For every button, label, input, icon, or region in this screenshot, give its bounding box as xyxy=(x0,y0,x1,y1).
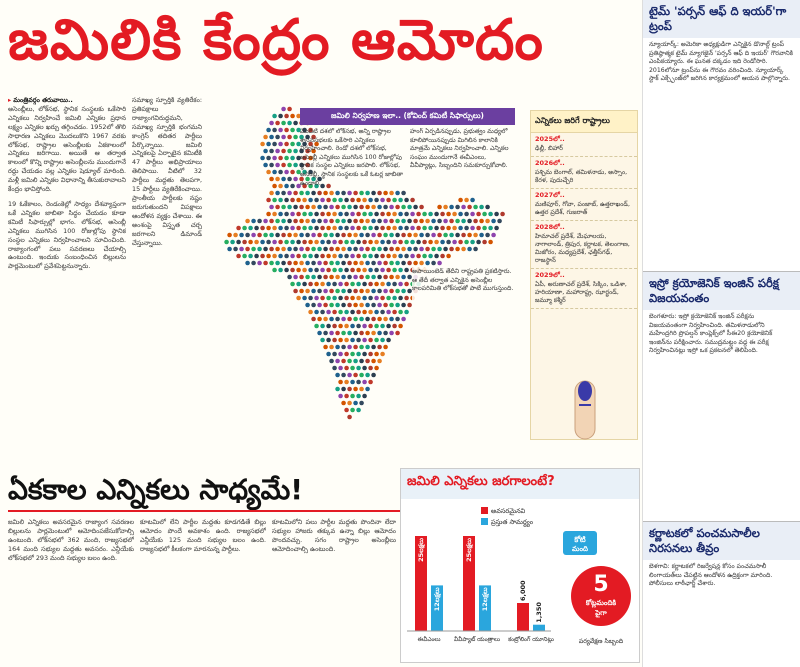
crowd-person-dot xyxy=(293,219,298,224)
crowd-person-dot xyxy=(272,226,277,231)
crowd-person-dot xyxy=(290,240,295,245)
crowd-person-dot xyxy=(281,177,286,182)
crowd-person-dot xyxy=(266,170,271,175)
crowd-person-dot xyxy=(290,198,295,203)
crowd-person-dot xyxy=(284,142,289,147)
state-list: ఏపీ, అరుణాచల్ ప్రదేశ్, సిక్కిం, ఒడిశా, హరియాణా, మహారాష్ట్ర, ఝార్ఖండ్, జమ్మూ కశ్మీర్ xyxy=(535,281,627,304)
crowd-person-dot xyxy=(284,240,289,245)
crowd-person-dot xyxy=(266,142,271,147)
staff-text-line2: పైగా xyxy=(595,609,607,617)
crowd-person-dot xyxy=(272,142,277,147)
crowd-person-dot xyxy=(278,184,283,189)
state-year-row xyxy=(531,157,637,189)
crowd-person-dot xyxy=(293,135,298,140)
crowd-person-dot xyxy=(272,156,277,161)
crowd-person-dot xyxy=(260,226,265,231)
crowd-person-dot xyxy=(278,240,283,245)
crowd-person-dot xyxy=(293,177,298,182)
state-year-row xyxy=(531,221,637,269)
bottom-column-3: కూటమిలోని పలు పార్టీల మద్దతు పొందినా లేదా సభ్యుల హాజరు తక్కువ ఉన్నా బిల్లు ఆమోదం పొందవచ్చు. సగం రాష్ట్రాల అసెంబ్లీలు ఆమోదించాల్సి ఉంటుంది. xyxy=(272,518,396,553)
crowd-person-dot xyxy=(260,240,265,245)
crowd-person-dot xyxy=(248,254,253,259)
crowd-person-dot xyxy=(260,142,265,147)
secondary-headline: ఏకకాల ఎన్నికలు సాధ్యమే! xyxy=(8,468,400,512)
right-sidebar xyxy=(642,0,800,667)
sidebar-text-3: బెళగావి: కర్ణాటకలో రిజర్వేషన్ల కోసం పంచమసాలీ లింగాయత్‌లు చేపట్టిన ఆందోళన ఉద్రిక్తంగా మారింది. పోలీసులు లాఠీఛార్జ్ చేశారు. xyxy=(649,563,773,588)
crowd-person-dot xyxy=(245,247,250,252)
crowd-person-dot xyxy=(269,261,274,266)
sidebar-story-3 xyxy=(643,522,800,667)
crowd-person-dot xyxy=(266,254,271,259)
crowd-person-dot xyxy=(284,156,289,161)
evm-chart-box xyxy=(400,468,640,663)
state-list: ఢిల్లీ, బిహార్ xyxy=(535,145,563,152)
crowd-person-dot xyxy=(239,247,244,252)
crowd-person-dot xyxy=(275,261,280,266)
crowd-person-dot xyxy=(293,121,298,126)
crowd-person-dot xyxy=(269,191,274,196)
crowd-person-dot xyxy=(239,233,244,238)
crowd-person-dot xyxy=(293,233,298,238)
bar-label-current: 12లక్షలు xyxy=(433,587,441,612)
crowd-person-dot xyxy=(284,114,289,119)
crowd-person-dot xyxy=(287,205,292,210)
crowd-person-dot xyxy=(272,254,277,259)
state-year-row xyxy=(531,269,637,309)
bar-label-required: 25లక్షలు xyxy=(465,538,473,562)
crowd-person-dot xyxy=(254,240,259,245)
crowd-person-dot xyxy=(266,128,271,133)
crowd-person-dot xyxy=(242,240,247,245)
crowd-person-dot xyxy=(257,219,262,224)
crowd-person-dot xyxy=(269,177,274,182)
crowd-person-dot xyxy=(284,226,289,231)
category-label: కంట్రోలింగ్ యూనిట్లు xyxy=(508,637,554,643)
crowd-person-dot xyxy=(290,226,295,231)
crowd-person-dot xyxy=(269,233,274,238)
crowd-person-dot xyxy=(272,198,277,203)
state-year-label: 2026లో.. xyxy=(535,159,565,167)
crowd-person-dot xyxy=(284,184,289,189)
crowd-person-dot xyxy=(251,233,256,238)
crowd-person-dot xyxy=(272,114,277,119)
sidebar-story-2 xyxy=(643,272,800,522)
proposals-bottom-text: అపాయింటెడ్ తేదీని రాష్ట్రపతి ప్రకటిస్తారు. ఆ తేదీ తర్వాత ఎన్నికైన అసెంబ్లీల కాలపరిమితి లోక్‌సభతో పాటే ముగుస్తుంది. xyxy=(412,268,514,433)
sidebar-story-1 xyxy=(643,0,800,272)
column2-paragraph: సమాఖ్య స్ఫూర్తికి వ్యతిరేకం: ప్రతిపక్షాలు రాజ్యాంగవిరుద్ధమని, సమాఖ్య స్ఫూర్తికి భంగమని కాంగ్రెస్ తదితర పార్టీలు పేర్కొన్నాయి. జమిలి ఎన్నికలపై ఏర్పాటైన కమిటీకి 47 పార్టీలు అభిప్రాయాలు తెలిపాయి. వీటిలో 32 పార్టీలు మద్దతు తెలపగా, 15 పార్టీలు వ్యతిరేకించాయి. ప్రాంతీయ పార్టీలకు నష్టం జరుగుతుందని విపక్షాలు ఆందోళన వ్యక్తం చేశాయి. ఈ అంశంపై విస్తృత చర్చ జరగాలని డిమాండ్ చేస్తున్నాయి. xyxy=(132,96,202,247)
crowd-person-dot xyxy=(266,198,271,203)
state-year-row xyxy=(531,133,637,157)
crowd-person-dot xyxy=(287,247,292,252)
crowd-person-dot xyxy=(275,247,280,252)
sidebar-text-2: బెంగళూరు: ఇస్రో క్రయోజెనిక్ ఇంజిన్ పరీక్షను విజయవంతంగా నిర్వహించింది. తమిళనాడులోని మహేంద్రగిరి ప్రొపల్షన్ కాంప్లెక్స్‌లో సీఈ20 క్రయోజెనిక్ ఇంజిన్‌ను పరీక్షించారు. సముద్రమట్టం వద్ద ఈ పరీక్ష నిర్వహించినట్లు ఇస్రో ఒక ప్రకటనలో తెలిపింది. xyxy=(649,313,773,355)
state-list: మణిపూర్, గోవా, పంజాబ్, ఉత్తరాఖండ్, ఉత్తర ప్రదేశ్, గుజరాత్ xyxy=(535,201,630,216)
crowd-person-dot xyxy=(290,212,295,217)
crowd-person-dot xyxy=(269,149,274,154)
bottom-column-2: కూటమిలో లేని పార్టీల మద్దతు కూడగడితే బిల్లు ఆమోదం పొందే అవకాశం ఉంది. రాజ్యసభలో ఎన్డీయేకు 125 మంది సభ్యుల బలం ఉంది. రాజ్యసభలో కీలకంగా మారనున్న పార్టీలు. xyxy=(140,518,266,553)
crowd-person-dot xyxy=(257,261,262,266)
crowd-person-dot xyxy=(260,156,265,161)
crowd-person-dot xyxy=(293,261,298,266)
crowd-person-dot xyxy=(281,121,286,126)
crowd-person-dot xyxy=(290,142,295,147)
crowd-person-dot xyxy=(287,177,292,182)
state-list: హిమాచల్ ప్రదేశ్, మేఘాలయ, నాగాలాండ్, త్రిపుర, కర్ణాటక, తెలంగాణ, మిజోరం, మధ్యప్రదేశ్, ఛత్తీస్‌గఢ్, రాజస్థాన్ xyxy=(535,233,630,264)
crowd-person-dot xyxy=(233,247,238,252)
crowd-person-dot xyxy=(290,184,295,189)
legend-label-current: ప్రస్తుత సామర్థ్యం xyxy=(491,518,534,526)
state-list: పశ్చిమ బెంగాల్, తమిళనాడు, అస్సాం, కేరళ, పుదుచ్చేరి xyxy=(535,169,628,184)
crowd-person-dot xyxy=(263,135,268,140)
crowd-person-dot xyxy=(293,163,298,168)
crowd-person-dot xyxy=(281,261,286,266)
crowd-person-dot xyxy=(284,128,289,133)
crowd-person-dot xyxy=(236,254,241,259)
crowd-person-dot xyxy=(254,226,259,231)
crore-callout-bottom: మంది xyxy=(572,545,588,553)
crowd-person-dot xyxy=(278,254,283,259)
crowd-person-dot xyxy=(248,226,253,231)
crowd-person-dot xyxy=(293,191,298,196)
crowd-person-dot xyxy=(263,247,268,252)
bar-current xyxy=(533,625,545,631)
proposals-right-text: హంగ్ ఏర్పడినప్పుడు, ప్రభుత్వం మధ్యలో కూలిపోయినప్పుడు మిగిలిన కాలానికి మాత్రమే ఎన్నికలు నిర్వహించాలి. ఎన్నికల సంఘం ముందుగానే ఈవీఎంలు, వీవీప్యాట్లు, సిబ్బందిని సమకూర్చుకోవాలి. xyxy=(410,128,509,170)
crowd-person-dot xyxy=(278,226,283,231)
sidebar-title-3: కర్ణాటకలో పంచమసాలీల నిరసనలు తీవ్రం xyxy=(643,522,800,560)
crowd-person-dot xyxy=(278,268,283,273)
proposals-box xyxy=(300,108,515,438)
crowd-person-dot xyxy=(293,275,298,280)
crowd-person-dot xyxy=(281,149,286,154)
crowd-person-dot xyxy=(287,107,292,112)
crowd-person-dot xyxy=(251,219,256,224)
proposals-header: జమిలి నిర్వహణ ఇలా.. (కోవింద్ కమిటీ సిఫార్సులు) xyxy=(300,108,515,125)
crore-callout-top: కోటి xyxy=(574,535,586,544)
column1-paragraph2: 19 ఓకేకాలం, రెండంకెల్లో సాధ్యం దేశవ్యాప్తంగా ఒకే ఎన్నికల జాబితా సిద్ధం చేయడం కూడా కమిటీ సిఫార్సుల్లో భాగం. లోక్‌సభ, అసెంబ్లీ ఎన్నికలు ముగిసిన 100 రోజుల్లోపు స్థానిక సంస్థల ఎన్నికలు నిర్వహించాలని సూచించింది. రాజ్యాంగంలో పలు సవరణలు చేయాల్సి ఉంటుంది. ఇందుకు సంబంధించిన బిల్లులను పార్లమెంటులో ప్రవేశపెట్టనున్నారు. xyxy=(8,199,126,271)
crowd-person-dot xyxy=(293,289,298,294)
crowd-person-dot xyxy=(284,198,289,203)
crowd-person-dot xyxy=(290,282,295,287)
legend-swatch-current xyxy=(481,518,488,525)
crowd-person-dot xyxy=(293,247,298,252)
crowd-person-dot xyxy=(272,240,277,245)
crowd-person-dot xyxy=(272,184,277,189)
crowd-person-dot xyxy=(290,268,295,273)
crowd-person-dot xyxy=(281,163,286,168)
crowd-person-dot xyxy=(281,107,286,112)
crowd-person-dot xyxy=(293,149,298,154)
crowd-person-dot xyxy=(224,240,229,245)
crowd-person-dot xyxy=(275,177,280,182)
crowd-person-dot xyxy=(290,128,295,133)
state-year-label: 2028లో.. xyxy=(535,223,565,231)
bar-label-required: 6,000 xyxy=(519,580,527,601)
crowd-person-dot xyxy=(287,135,292,140)
crowd-person-dot xyxy=(287,233,292,238)
bullet-icon: ▸ xyxy=(8,96,12,104)
crowd-person-dot xyxy=(263,233,268,238)
state-year-label: 2029లో.. xyxy=(535,271,565,279)
state-year-label: 2027లో.. xyxy=(535,191,565,199)
sidebar-title-1: టైమ్ 'పర్సన్ ఆఫ్ ది ఇయర్'గా ట్రంప్ xyxy=(643,0,800,38)
crowd-person-dot xyxy=(269,219,274,224)
crowd-person-dot xyxy=(278,198,283,203)
crowd-person-dot xyxy=(278,114,283,119)
crowd-person-dot xyxy=(266,212,271,217)
crowd-person-dot xyxy=(236,240,241,245)
state-year-label: 2025లో.. xyxy=(535,135,565,143)
crowd-person-dot xyxy=(272,268,277,273)
chart-title: జమిలి ఎన్నికలు జరగాలంటే? xyxy=(401,469,639,499)
crowd-person-dot xyxy=(281,191,286,196)
crowd-person-dot xyxy=(278,128,283,133)
crowd-person-dot xyxy=(260,254,265,259)
crowd-person-dot xyxy=(272,212,277,217)
category-label: ఈవీఎంలు xyxy=(417,637,441,643)
crowd-person-dot xyxy=(290,114,295,119)
crowd-person-dot xyxy=(287,149,292,154)
crowd-person-dot xyxy=(227,233,232,238)
crowd-person-dot xyxy=(287,219,292,224)
crowd-person-dot xyxy=(251,261,256,266)
crowd-person-dot xyxy=(272,170,277,175)
crowd-person-dot xyxy=(287,275,292,280)
bar-label-required: 25లక్షలు xyxy=(417,538,425,562)
crowd-person-dot xyxy=(233,233,238,238)
crowd-person-dot xyxy=(236,226,241,231)
crowd-person-dot xyxy=(287,261,292,266)
crowd-person-dot xyxy=(275,135,280,140)
crowd-person-dot xyxy=(284,268,289,273)
crowd-person-dot xyxy=(278,170,283,175)
crowd-person-dot xyxy=(269,163,274,168)
state-year-row xyxy=(531,189,637,221)
crowd-person-dot xyxy=(290,254,295,259)
legend-swatch-required xyxy=(481,507,488,514)
column1-paragraph1: అసెంబ్లీలు, లోక్‌సభ, స్థానిక సంస్థలకు ఒకేసారి ఎన్నికలు నిర్వహించే జమిలి ఎన్నికల ప్రధాన లక్ష్యం ఎన్నికల ఖర్చు తగ్గించడం. 1952లో తొలి సాధారణ ఎన్నికలు మొదలుకొని 1967 వరకు లోక్‌సభ, రాష్ట్రాల అసెంబ్లీలకు ఏకకాలంలో ఎన్నికలు జరిగాయి. అయితే ఆ తర్వాత కాలంలో కొన్ని రాష్ట్రాల అసెంబ్లీలను ముందుగానే రద్దు చేయడం వల్ల ఎన్నికల షెడ్యూల్ మారింది. మళ్లీ జమిలి ఎన్నికల విధానాన్ని తీసుకురావాలని కేంద్రం భావిస్తోంది. xyxy=(8,104,126,194)
intro-lead: మంత్రివర్గం తరువాయి.. xyxy=(13,96,73,104)
bar-required xyxy=(517,603,529,631)
staff-text-line1: కోట్లమందికి xyxy=(585,599,617,607)
crowd-person-dot xyxy=(257,247,262,252)
crowd-person-dot xyxy=(263,219,268,224)
crowd-person-dot xyxy=(254,254,259,259)
crowd-person-dot xyxy=(263,163,268,168)
crowd-person-dot xyxy=(275,205,280,210)
crowd-person-dot xyxy=(278,156,283,161)
crowd-person-dot xyxy=(275,191,280,196)
sidebar-text-1: న్యూయార్క్: అమెరికా అధ్యక్షుడిగా ఎన్నికైన డొనాల్డ్ ట్రంప్ ప్రతిష్ఠాత్మక టైమ్ మ్యాగజైన్ 'పర్సన్ ఆఫ్ ది ఇయర్' గౌరవానికి ఎంపికయ్యారు. ఈ ఘనత దక్కడం ఇది రెండోసారి. 2016లోనూ ట్రంప్‌ను ఈ గౌరవం వరించింది. న్యూయార్క్ స్టాక్ ఎక్స్ఛేంజ్‌లో జరిగిన కార్యక్రమంలో ఆయన పాల్గొన్నారు. xyxy=(649,41,793,83)
crowd-person-dot xyxy=(242,254,247,259)
crowd-person-dot xyxy=(230,240,235,245)
crowd-person-dot xyxy=(245,219,250,224)
crowd-person-dot xyxy=(275,121,280,126)
crowd-person-dot xyxy=(266,156,271,161)
crowd-person-dot xyxy=(278,212,283,217)
legend-label-required: అవసరమైనవి xyxy=(491,507,526,515)
main-headline: జమిలికి కేంద్రం ఆమోదం xyxy=(8,8,544,73)
crowd-person-dot xyxy=(245,233,250,238)
crowd-person-dot xyxy=(263,261,268,266)
crowd-person-dot xyxy=(263,149,268,154)
crowd-person-dot xyxy=(281,205,286,210)
crowd-person-dot xyxy=(275,149,280,154)
crowd-person-dot xyxy=(284,254,289,259)
crowd-person-dot xyxy=(242,226,247,231)
crowd-person-dot xyxy=(290,156,295,161)
crowd-person-dot xyxy=(287,163,292,168)
crowd-person-dot xyxy=(284,212,289,217)
staff-big-number: 5 xyxy=(593,572,609,597)
bar-label-current: 12లక్షలు xyxy=(481,587,489,612)
evm-bar-chart xyxy=(401,499,639,662)
election-states-box xyxy=(530,110,638,440)
sidebar-title-2: ఇస్రో క్రయోజెనిక్ ఇంజిన్ పరీక్ష విజయవంతం xyxy=(643,272,800,310)
crowd-person-dot xyxy=(269,205,274,210)
crowd-person-dot xyxy=(275,233,280,238)
bar-label-current: 1,350 xyxy=(535,602,543,623)
crowd-person-dot xyxy=(278,142,283,147)
inked-finger-icon xyxy=(565,361,605,441)
crowd-person-dot xyxy=(245,261,250,266)
crowd-person-dot xyxy=(284,170,289,175)
bottom-column-1: జమిలి ఎన్నికలు అవసరమైన రాజ్యాంగ సవరణల బిల్లులను పార్లమెంటులో ఆమోదింపజేసుకోవాల్సి ఉంటుంది. లోక్‌సభలో 362 మంది, రాజ్యసభలో 164 మంది సభ్యుల మద్దతు అవసరం. ఎన్డీయేకు లోక్‌సభలో 293 మంది సభ్యుల బలం ఉంది. xyxy=(8,518,134,562)
crowd-person-dot xyxy=(269,135,274,140)
states-header: ఎన్నికలు జరిగే రాష్ట్రాలు xyxy=(531,111,637,133)
crowd-person-dot xyxy=(281,135,286,140)
crowd-person-dot xyxy=(251,247,256,252)
proposals-left-text: మొదటి దశలో లోక్‌సభ, అన్ని రాష్ట్రాల శాసనసభలకు ఒకేసారి ఎన్నికలు నిర్వహించాలి. రెండో దశలో లోక్‌సభ, అసెంబ్లీ ఎన్నికలు ముగిసిన 100 రోజుల్లోపు స్థానిక సంస్థల ఎన్నికలు జరపాలి. లోక్‌సభ, అసెంబ్లీ, స్థానిక సంస్థలకు ఒకే ఓటర్ల జాబితా ఉండాలి. xyxy=(300,128,404,187)
article-column-1 xyxy=(8,96,126,464)
staff-footer-label: పర్యవేక్షణ సిబ్బంది xyxy=(578,638,624,645)
crowd-person-dot xyxy=(275,219,280,224)
crowd-person-dot xyxy=(281,247,286,252)
crowd-person-dot xyxy=(275,163,280,168)
crowd-person-dot xyxy=(281,219,286,224)
crowd-person-dot xyxy=(248,240,253,245)
crowd-person-dot xyxy=(281,233,286,238)
crowd-person-dot xyxy=(287,121,292,126)
crowd-person-dot xyxy=(269,247,274,252)
crowd-person-dot xyxy=(266,226,271,231)
crowd-person-dot xyxy=(257,233,262,238)
category-label: వీవీప్యాట్ యంత్రాలు xyxy=(453,637,501,643)
crowd-person-dot xyxy=(293,205,298,210)
crowd-person-dot xyxy=(266,240,271,245)
crowd-person-dot xyxy=(227,247,232,252)
crowd-person-dot xyxy=(272,128,277,133)
crowd-person-dot xyxy=(269,121,274,126)
crowd-person-dot xyxy=(290,170,295,175)
crowd-person-dot xyxy=(287,191,292,196)
